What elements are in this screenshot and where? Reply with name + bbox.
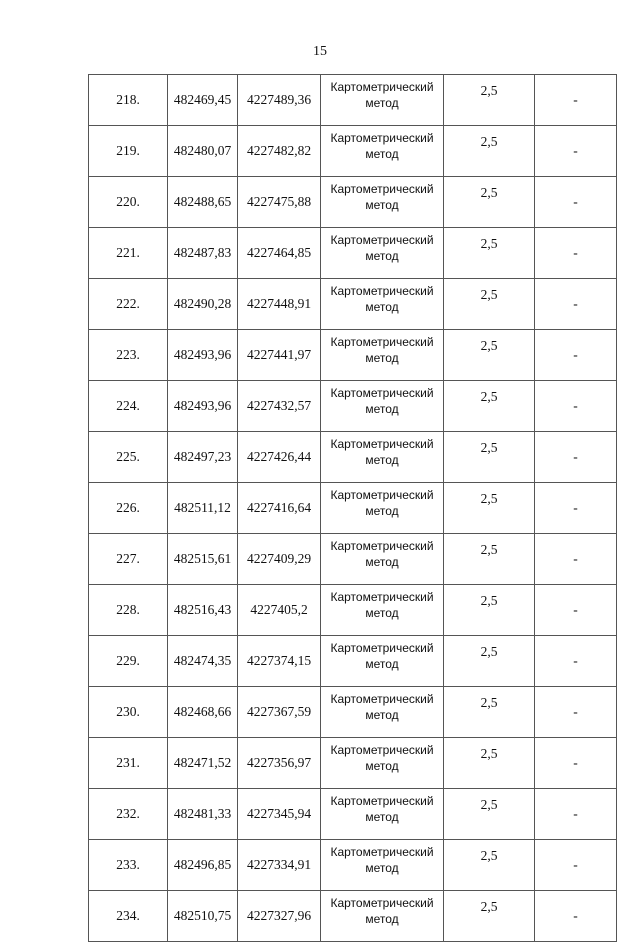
point-number-cell: 219. xyxy=(89,126,168,177)
table-row xyxy=(89,534,617,585)
method-line-1: Картометрический xyxy=(330,233,434,247)
description-cell: - xyxy=(535,585,617,636)
method-cell xyxy=(321,585,444,636)
method-line-2: метод xyxy=(365,198,399,212)
point-number-cell: 227. xyxy=(89,534,168,585)
method-line-1: Картометрический xyxy=(330,692,434,706)
method-line-1: Картометрический xyxy=(330,488,434,502)
coordinate-x-cell: 482496,85 xyxy=(168,840,238,891)
method-cell xyxy=(321,330,444,381)
description-cell: - xyxy=(535,891,617,942)
description-cell: - xyxy=(535,534,617,585)
coordinate-x-cell: 482515,61 xyxy=(168,534,238,585)
method-line-2: метод xyxy=(365,96,399,110)
point-number-cell: 218. xyxy=(89,75,168,126)
method-line-1: Картометрический xyxy=(330,386,434,400)
method-line-2: метод xyxy=(365,555,399,569)
point-number-cell: 229. xyxy=(89,636,168,687)
coordinate-y-cell: 4227367,59 xyxy=(238,687,321,738)
accuracy-cell: 2,5 xyxy=(444,381,535,432)
method-line-2: метод xyxy=(365,300,399,314)
description-cell: - xyxy=(535,432,617,483)
accuracy-cell: 2,5 xyxy=(444,840,535,891)
coordinate-x-cell: 482487,83 xyxy=(168,228,238,279)
method-line-1: Картометрический xyxy=(330,335,434,349)
method-cell xyxy=(321,789,444,840)
coordinates-table xyxy=(88,74,617,942)
method-cell xyxy=(321,636,444,687)
accuracy-cell: 2,5 xyxy=(444,228,535,279)
point-number-cell: 228. xyxy=(89,585,168,636)
method-cell xyxy=(321,126,444,177)
accuracy-cell: 2,5 xyxy=(444,177,535,228)
accuracy-cell: 2,5 xyxy=(444,483,535,534)
coordinate-y-cell: 4227475,88 xyxy=(238,177,321,228)
method-line-2: метод xyxy=(365,606,399,620)
table-row xyxy=(89,432,617,483)
table-row xyxy=(89,636,617,687)
table-row xyxy=(89,687,617,738)
method-cell xyxy=(321,228,444,279)
point-number-cell: 232. xyxy=(89,789,168,840)
coordinate-x-cell: 482468,66 xyxy=(168,687,238,738)
table-row xyxy=(89,891,617,942)
table-row xyxy=(89,483,617,534)
method-line-2: метод xyxy=(365,708,399,722)
accuracy-cell: 2,5 xyxy=(444,687,535,738)
method-line-1: Картометрический xyxy=(330,437,434,451)
method-line-1: Картометрический xyxy=(330,131,434,145)
coordinate-y-cell: 4227374,15 xyxy=(238,636,321,687)
point-number-cell: 231. xyxy=(89,738,168,789)
method-line-2: метод xyxy=(365,453,399,467)
method-line-2: метод xyxy=(365,402,399,416)
point-number-cell: 226. xyxy=(89,483,168,534)
method-cell xyxy=(321,432,444,483)
accuracy-cell: 2,5 xyxy=(444,432,535,483)
method-cell xyxy=(321,177,444,228)
coordinate-y-cell: 4227441,97 xyxy=(238,330,321,381)
method-line-2: метод xyxy=(365,504,399,518)
method-line-2: метод xyxy=(365,147,399,161)
description-cell: - xyxy=(535,840,617,891)
description-cell: - xyxy=(535,738,617,789)
accuracy-cell: 2,5 xyxy=(444,585,535,636)
coordinate-x-cell: 482480,07 xyxy=(168,126,238,177)
coordinate-x-cell: 482469,45 xyxy=(168,75,238,126)
table-row xyxy=(89,177,617,228)
method-line-1: Картометрический xyxy=(330,896,434,910)
point-number-cell: 223. xyxy=(89,330,168,381)
coordinate-x-cell: 482497,23 xyxy=(168,432,238,483)
description-cell: - xyxy=(535,228,617,279)
coordinate-y-cell: 4227405,2 xyxy=(238,585,321,636)
table-row xyxy=(89,381,617,432)
coordinate-x-cell: 482511,12 xyxy=(168,483,238,534)
accuracy-cell: 2,5 xyxy=(444,534,535,585)
coordinate-x-cell: 482474,35 xyxy=(168,636,238,687)
point-number-cell: 221. xyxy=(89,228,168,279)
description-cell: - xyxy=(535,636,617,687)
coordinate-y-cell: 4227482,82 xyxy=(238,126,321,177)
method-cell xyxy=(321,483,444,534)
method-line-1: Картометрический xyxy=(330,743,434,757)
method-line-1: Картометрический xyxy=(330,845,434,859)
description-cell: - xyxy=(535,483,617,534)
coordinate-x-cell: 482481,33 xyxy=(168,789,238,840)
accuracy-cell: 2,5 xyxy=(444,738,535,789)
method-cell xyxy=(321,840,444,891)
method-line-1: Картометрический xyxy=(330,590,434,604)
point-number-cell: 233. xyxy=(89,840,168,891)
accuracy-cell: 2,5 xyxy=(444,279,535,330)
description-cell: - xyxy=(535,126,617,177)
accuracy-cell: 2,5 xyxy=(444,636,535,687)
coordinate-y-cell: 4227426,44 xyxy=(238,432,321,483)
method-line-2: метод xyxy=(365,810,399,824)
table-row xyxy=(89,228,617,279)
point-number-cell: 234. xyxy=(89,891,168,942)
coordinate-x-cell: 482471,52 xyxy=(168,738,238,789)
accuracy-cell: 2,5 xyxy=(444,330,535,381)
accuracy-cell: 2,5 xyxy=(444,126,535,177)
description-cell: - xyxy=(535,330,617,381)
method-cell xyxy=(321,738,444,789)
method-line-2: метод xyxy=(365,249,399,263)
method-line-2: метод xyxy=(365,657,399,671)
method-line-1: Картометрический xyxy=(330,539,434,553)
method-line-1: Картометрический xyxy=(330,794,434,808)
coordinate-x-cell: 482516,43 xyxy=(168,585,238,636)
method-line-2: метод xyxy=(365,351,399,365)
coordinates-table-body xyxy=(89,75,617,942)
description-cell: - xyxy=(535,381,617,432)
method-line-1: Картометрический xyxy=(330,641,434,655)
method-cell xyxy=(321,891,444,942)
coordinate-y-cell: 4227356,97 xyxy=(238,738,321,789)
method-line-1: Картометрический xyxy=(330,80,434,94)
description-cell: - xyxy=(535,687,617,738)
table-row xyxy=(89,585,617,636)
method-cell xyxy=(321,75,444,126)
table-row xyxy=(89,789,617,840)
coordinate-y-cell: 4227489,36 xyxy=(238,75,321,126)
table-row xyxy=(89,126,617,177)
coordinate-y-cell: 4227416,64 xyxy=(238,483,321,534)
method-line-1: Картометрический xyxy=(330,284,434,298)
coordinate-x-cell: 482510,75 xyxy=(168,891,238,942)
coordinate-y-cell: 4227345,94 xyxy=(238,789,321,840)
point-number-cell: 225. xyxy=(89,432,168,483)
coordinate-y-cell: 4227327,96 xyxy=(238,891,321,942)
coordinate-y-cell: 4227448,91 xyxy=(238,279,321,330)
accuracy-cell: 2,5 xyxy=(444,75,535,126)
method-line-2: метод xyxy=(365,759,399,773)
page-number: 15 xyxy=(313,44,327,59)
coordinate-y-cell: 4227432,57 xyxy=(238,381,321,432)
description-cell: - xyxy=(535,75,617,126)
description-cell: - xyxy=(535,789,617,840)
table-row xyxy=(89,738,617,789)
point-number-cell: 230. xyxy=(89,687,168,738)
coordinate-x-cell: 482488,65 xyxy=(168,177,238,228)
point-number-cell: 224. xyxy=(89,381,168,432)
table-row xyxy=(89,75,617,126)
coordinate-x-cell: 482493,96 xyxy=(168,330,238,381)
point-number-cell: 222. xyxy=(89,279,168,330)
method-cell xyxy=(321,534,444,585)
coordinate-x-cell: 482493,96 xyxy=(168,381,238,432)
description-cell: - xyxy=(535,279,617,330)
coordinate-y-cell: 4227334,91 xyxy=(238,840,321,891)
coordinate-y-cell: 4227464,85 xyxy=(238,228,321,279)
accuracy-cell: 2,5 xyxy=(444,789,535,840)
method-cell xyxy=(321,279,444,330)
table-row xyxy=(89,279,617,330)
method-cell xyxy=(321,687,444,738)
point-number-cell: 220. xyxy=(89,177,168,228)
method-line-2: метод xyxy=(365,912,399,926)
coordinate-y-cell: 4227409,29 xyxy=(238,534,321,585)
method-line-2: метод xyxy=(365,861,399,875)
table-row xyxy=(89,330,617,381)
table-row xyxy=(89,840,617,891)
method-cell xyxy=(321,381,444,432)
method-line-1: Картометрический xyxy=(330,182,434,196)
accuracy-cell: 2,5 xyxy=(444,891,535,942)
description-cell: - xyxy=(535,177,617,228)
coordinate-x-cell: 482490,28 xyxy=(168,279,238,330)
